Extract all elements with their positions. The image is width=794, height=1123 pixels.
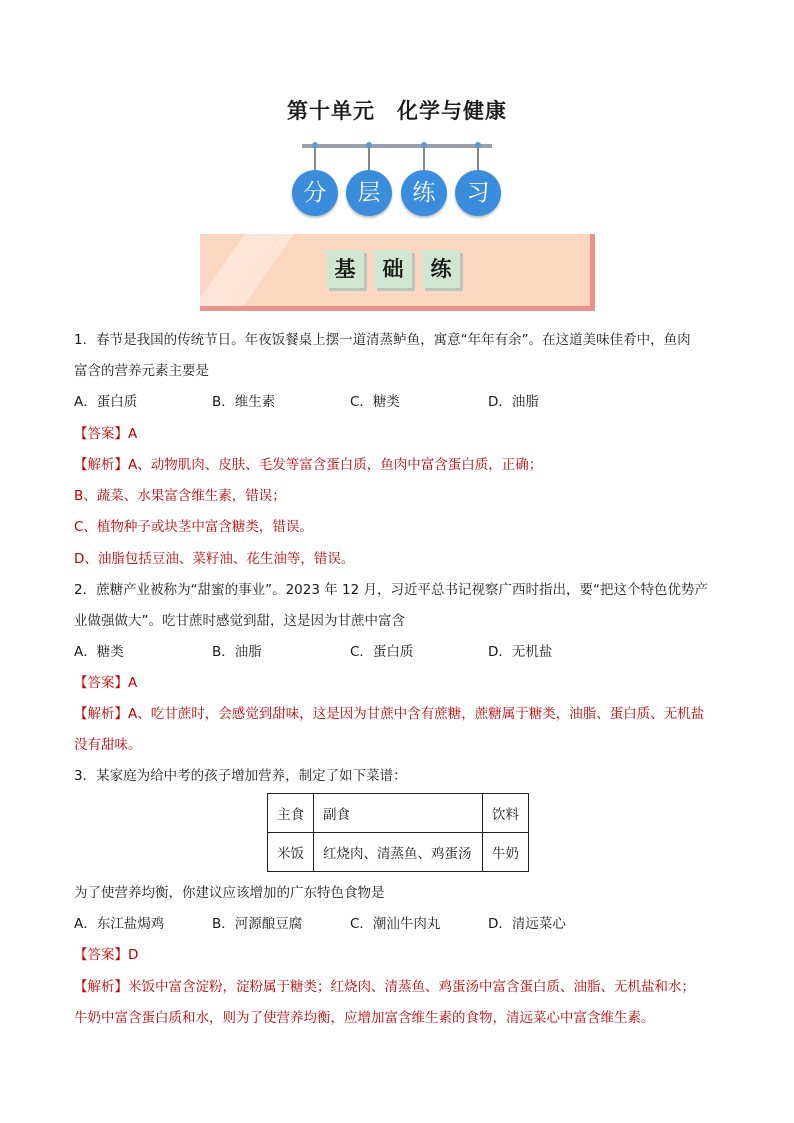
page-title bbox=[0, 95, 794, 125]
table-cell: 红烧肉、清蒸鱼、鸡蛋汤 bbox=[314, 833, 483, 872]
circle-char-3: 练 bbox=[401, 170, 447, 216]
q1-stem-line1: 1．春节是我国的传统节日。年夜饭餐桌上摆一道清蒸鲈鱼，寓意“年年有余”。在这道美味佳肴中，鱼肉 bbox=[74, 332, 691, 348]
circle-char-2: 层 bbox=[346, 170, 392, 216]
q3-answer-value: D bbox=[128, 947, 139, 963]
q3-stem-line2: 为了使营养均衡，你建议应该增加的广东特色食物是 bbox=[74, 885, 385, 901]
q1-answer: 【答案】A bbox=[74, 426, 138, 442]
hanger-pin bbox=[477, 144, 479, 170]
banner-tile-1: 基 bbox=[326, 250, 364, 288]
q3-stem-line1: 3．某家庭为给中考的孩子增加营养，制定了如下菜谱： bbox=[74, 768, 407, 784]
hanger-pin bbox=[423, 144, 425, 170]
hanger-rail bbox=[302, 144, 492, 148]
banner-tile-2: 础 bbox=[374, 250, 412, 288]
q2-stem-line2: 业做强做大”。吃甘蔗时感觉到甜，这是因为甘蔗中富含 bbox=[74, 613, 405, 629]
q2-answer-value: A bbox=[128, 675, 138, 691]
table-cell: 牛奶 bbox=[483, 833, 529, 872]
q1-answer-value: A bbox=[128, 426, 138, 442]
q1-analysis-line2: B、蔬菜、水果富含维生素，错误； bbox=[74, 488, 286, 504]
q1-option-a: A．蛋白质 bbox=[74, 394, 138, 410]
q2-option-d: D．无机盐 bbox=[488, 644, 553, 660]
circle-char-4: 习 bbox=[455, 170, 501, 216]
menu-table bbox=[267, 793, 529, 872]
table-header-cell: 饮料 bbox=[483, 794, 529, 833]
table-cell: 米饭 bbox=[268, 833, 314, 872]
circle-char-1: 分 bbox=[292, 170, 338, 216]
q1-analysis-line4: D、油脂包括豆油、菜籽油、花生油等，错误。 bbox=[74, 551, 355, 567]
q3-option-a: A．东江盐焗鸡 bbox=[74, 916, 165, 932]
q2-analysis-line1: 【解析】A、吃甘蔗时，会感觉到甜味，这是因为甘蔗中含有蔗糖，蔗糖属于糖类，油脂、蛋白质、无机盐 bbox=[74, 706, 705, 722]
table-header-cell: 主食 bbox=[268, 794, 314, 833]
q2-option-b: B．油脂 bbox=[212, 644, 262, 660]
q2-analysis-line2: 没有甜味。 bbox=[74, 737, 142, 753]
q3-option-b: B．河源酿豆腐 bbox=[212, 916, 303, 932]
q1-option-d: D．油脂 bbox=[488, 394, 539, 410]
table-header-row bbox=[268, 794, 529, 833]
q2-option-a: A．糖类 bbox=[74, 644, 124, 660]
title-topic: 化学与健康 bbox=[397, 99, 507, 123]
q1-analysis-line1: 【解析】A、动物肌肉、皮肤、毛发等富含蛋白质，鱼肉中富含蛋白质，正确； bbox=[74, 457, 543, 473]
q3-answer: 【答案】D bbox=[74, 947, 139, 963]
q2-answer: 【答案】A bbox=[74, 675, 138, 691]
hanger-pin bbox=[314, 144, 316, 170]
table-header-cell: 副食 bbox=[314, 794, 483, 833]
hanger-pin bbox=[368, 144, 370, 170]
q1-option-b: B．维生素 bbox=[212, 394, 276, 410]
section-banner bbox=[200, 234, 595, 311]
q3-analysis-line1: 【解析】米饭中富含淀粉，淀粉属于糖类；红烧肉、清蒸鱼、鸡蛋汤中富含蛋白质、油脂、无机盐和水； bbox=[74, 979, 695, 995]
q2-stem-line1: 2．蔗糖产业被称为“甜蜜的事业”。2023 年 12 月，习近平总书记视察广西时指出，要“把这个特色优势产 bbox=[74, 582, 708, 598]
title-unit: 第十单元 bbox=[287, 99, 375, 123]
q3-option-c: C．潮汕牛肉丸 bbox=[350, 916, 441, 932]
table-row bbox=[268, 833, 529, 872]
q3-option-d: D．清远菜心 bbox=[488, 916, 566, 932]
q1-stem-line2: 富含的营养元素主要是 bbox=[74, 363, 209, 379]
banner-tile-3: 练 bbox=[422, 250, 460, 288]
q3-analysis-line2: 牛奶中富含蛋白质和水，则为了使营养均衡，应增加富含维生素的食物，清远菜心中富含维生素。 bbox=[74, 1010, 655, 1026]
q1-option-c: C．糖类 bbox=[350, 394, 400, 410]
q2-option-c: C．蛋白质 bbox=[350, 644, 414, 660]
q1-analysis-line3: C、植物种子或块茎中富含糖类，错误。 bbox=[74, 519, 313, 535]
